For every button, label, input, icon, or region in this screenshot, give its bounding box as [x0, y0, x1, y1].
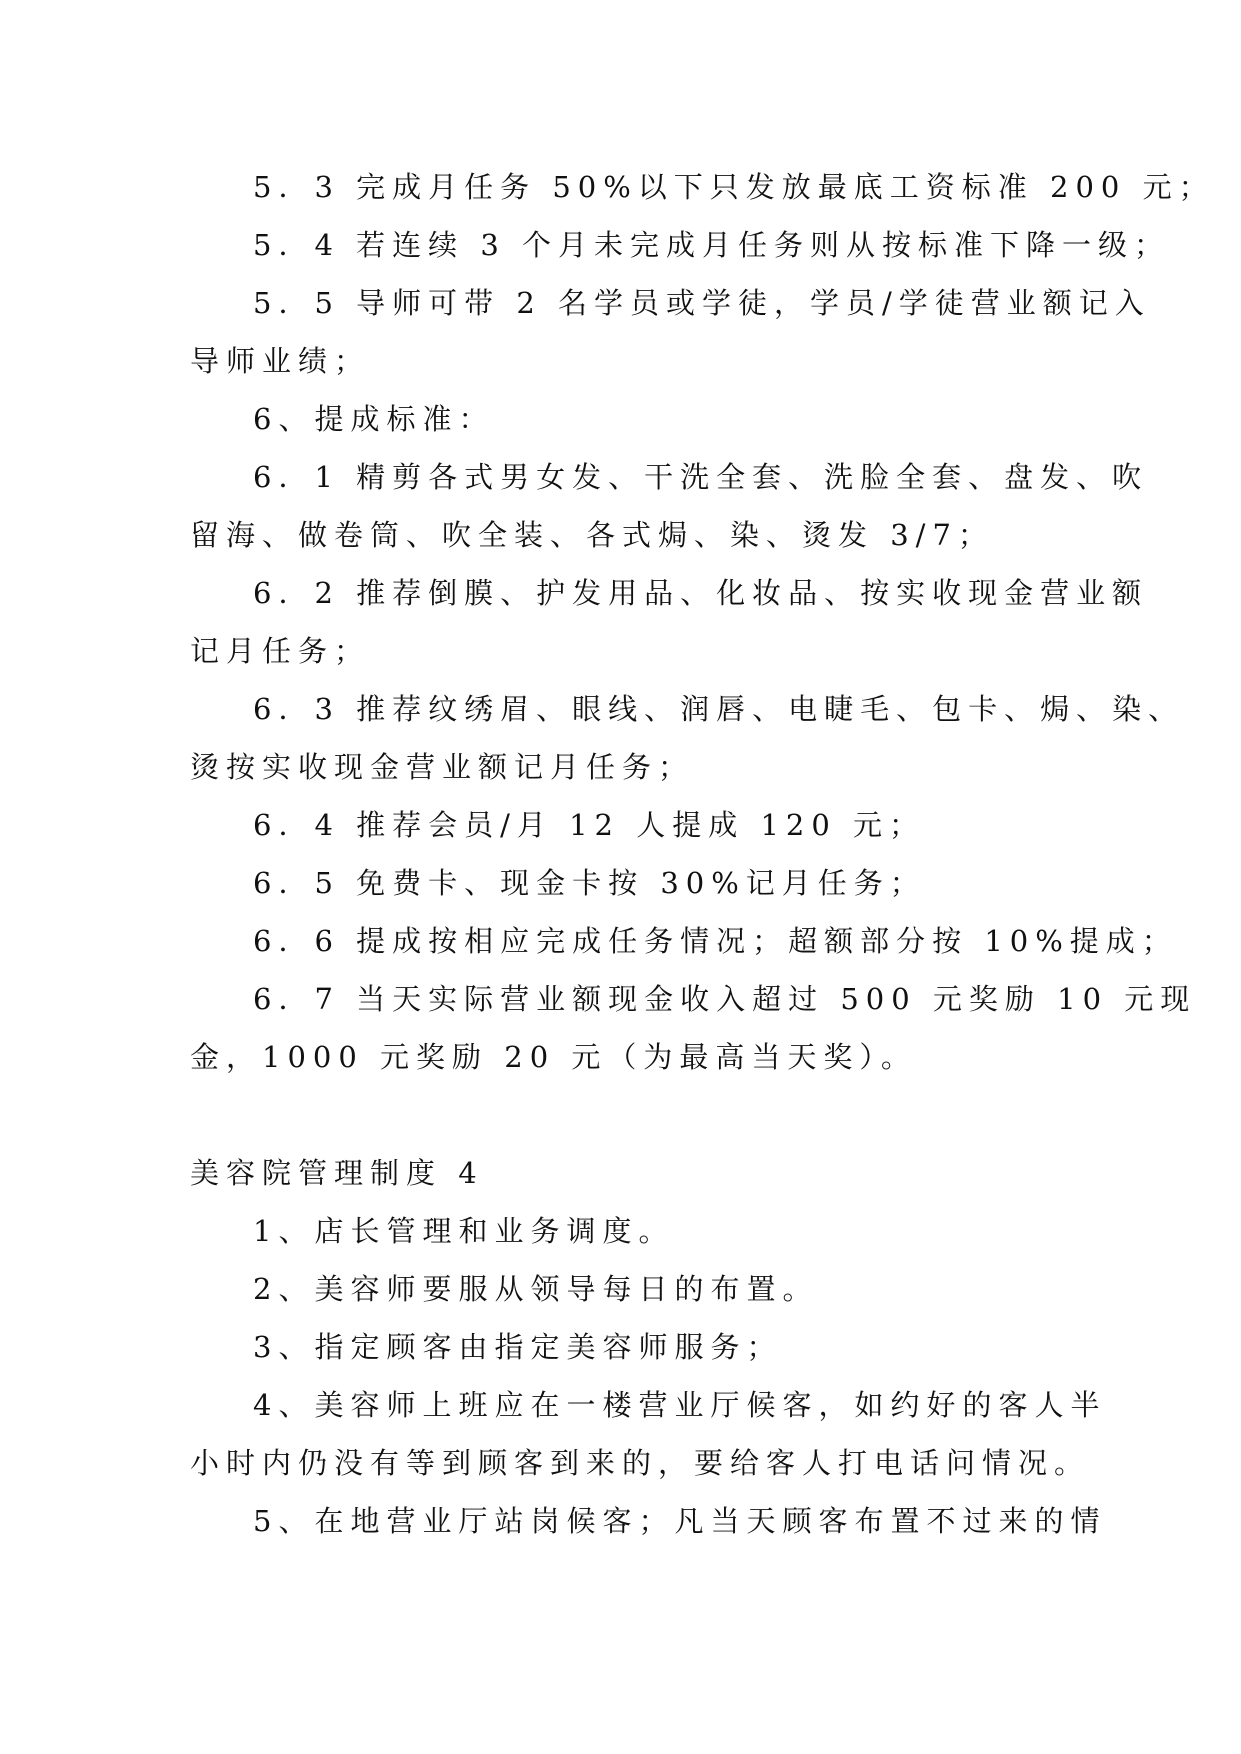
- section-title: 美容院管理制度 4: [190, 1156, 484, 1190]
- text-line-rule-4: 4、美容师上班应在一楼营业厅候客，如约好的客人半: [253, 1388, 1107, 1422]
- text-line-6-heading: 6、提成标准：: [253, 402, 495, 436]
- text-line-5-5: 5．5 导师可带 2 名学员或学徒，学员/学徒营业额记入: [253, 286, 1151, 320]
- text-line-6-4: 6．4 推荐会员/月 12 人提成 120 元；: [253, 808, 926, 842]
- text-line-rule-1: 1、店长管理和业务调度。: [253, 1214, 675, 1248]
- text-line-6-2-cont: 记月任务；: [190, 634, 371, 668]
- text-line-6-1: 6．1 精剪各式男女发、干洗全套、洗脸全套、盘发、吹: [253, 460, 1149, 494]
- text-line-6-7-cont: 金，1000 元奖励 20 元（为最高当天奖）。: [190, 1040, 917, 1074]
- text-line-6-1-cont: 留海、做卷筒、吹全装、各式焗、染、烫发 3/7；: [190, 518, 994, 552]
- text-line-5-4: 5．4 若连续 3 个月未完成月任务则从按标准下降一级；: [253, 228, 1171, 262]
- text-line-6-3: 6．3 推荐纹绣眉、眼线、润唇、电睫毛、包卡、焗、染、: [253, 692, 1185, 726]
- text-line-rule-4-cont: 小时内仍没有等到顾客到来的，要给客人打电话问情况。: [190, 1446, 1091, 1480]
- text-line-6-7: 6．7 当天实际营业额现金收入超过 500 元奖励 10 元现: [253, 982, 1197, 1016]
- text-line-rule-2: 2、美容师要服从领导每日的布置。: [253, 1272, 819, 1306]
- text-line-5-5-cont: 导师业绩；: [190, 344, 371, 378]
- text-line-rule-3: 3、指定顾客由指定美容师服务；: [253, 1330, 783, 1364]
- text-line-rule-5: 5、在地营业厅站岗候客；凡当天顾客布置不过来的情: [253, 1504, 1107, 1538]
- text-line-6-3-cont: 烫按实收现金营业额记月任务；: [190, 750, 695, 784]
- text-line-6-6: 6．6 提成按相应完成任务情况；超额部分按 10%提成；: [253, 924, 1178, 958]
- text-line-6-2: 6．2 推荐倒膜、护发用品、化妆品、按实收现金营业额: [253, 576, 1149, 610]
- text-line-6-5: 6．5 免费卡、现金卡按 30%记月任务；: [253, 866, 926, 900]
- text-line-5-3: 5．3 完成月任务 50%以下只发放最底工资标准 200 元；: [253, 170, 1215, 204]
